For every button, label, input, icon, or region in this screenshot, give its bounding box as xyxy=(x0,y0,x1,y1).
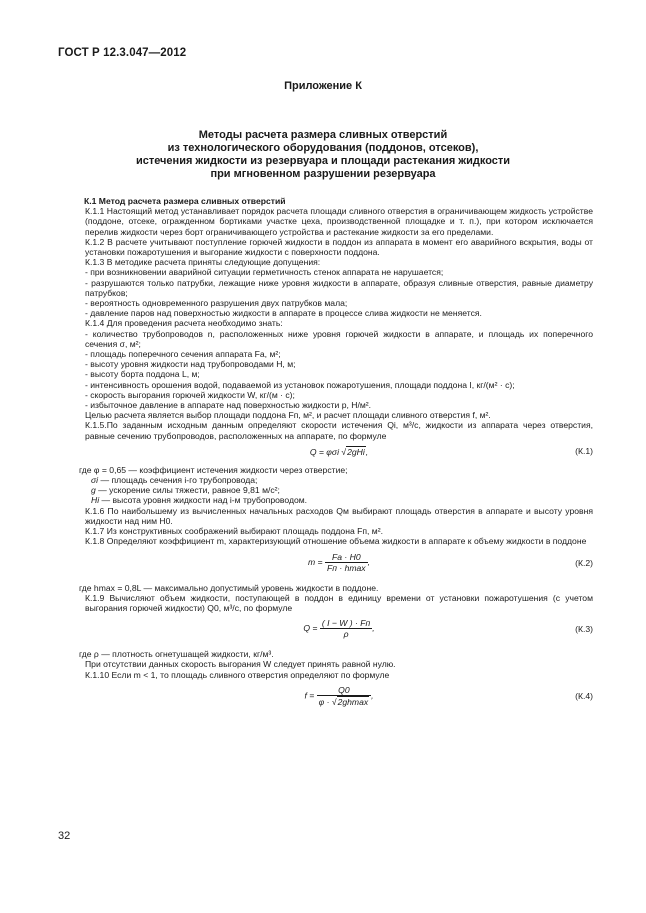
where-line xyxy=(79,465,593,475)
paragraph: При отсутствии данных скорость выгорания W следует принять равной нулю. xyxy=(85,659,396,670)
paragraph: К.1.5.По заданным исходным данным определяют скорости истечения Qi, м³/с, жидкости из аппарата через отверстия, равные сечению трубопроводов, расположенных на аппарате, по формуле xyxy=(85,420,593,441)
where-line: где hmax = 0,8L — максимально допустимый уровень жидкости в поддоне. xyxy=(79,582,379,593)
formula-tail: , xyxy=(365,446,369,457)
formula-body xyxy=(85,685,593,707)
list-item: - разрушаются только патрубки, лежащие ниже уровня жидкости в аппарате, образуя сливные отверстия, равные диаметру патрубков; xyxy=(85,277,593,298)
sqrt-sign: √ xyxy=(341,446,347,457)
paragraph: К.1.7 Из конструктивных соображений выбирают площадь поддона Fп, м². xyxy=(85,526,383,537)
title-line: из технологического оборудования (поддонов, отсеков), xyxy=(167,142,479,154)
where-text: — ускорение силы тяжести, равное 9,81 м/с²; xyxy=(98,485,280,496)
standard-header: ГОСТ Р 12.3.047—2012 xyxy=(58,47,187,59)
where-text: — коэффициент истечения жидкости через отверстие; xyxy=(128,464,348,475)
formula-k3 xyxy=(85,616,593,646)
denominator-prefix: φ · xyxy=(318,696,332,707)
appendix-label: Приложение К xyxy=(284,80,362,92)
formula-root: 2gHi xyxy=(347,446,365,457)
list-item: - высоту уровня жидкости над трубопроводами H, м; xyxy=(85,359,296,370)
list-item: - количество трубопроводов n, расположенных ниже уровня горючей жидкости в аппарате, и площадь их поперечного сечения σ, м²; xyxy=(85,328,593,349)
where-text: — высота уровня жидкости над i-м трубопроводом. xyxy=(101,495,308,506)
list-item: - высоту борта поддона L, м; xyxy=(85,369,200,380)
formula-number: (К.1) xyxy=(575,445,593,456)
list-item: - интенсивность орошения водой, подаваемой из установок пожаротушения, площади поддона I, кг/(м² · с); xyxy=(85,379,515,390)
formula-lhs: Q = xyxy=(303,623,318,634)
list-item: - вероятность одновременного разрушения двух патрубков мала; xyxy=(85,298,348,309)
fraction-denominator: ρ xyxy=(343,629,349,640)
list-item: - избыточное давление в аппарате над поверхностью жидкости p, Н/м². xyxy=(85,400,372,411)
formula-lhs: Q = φσi xyxy=(309,446,339,457)
paragraph: Целью расчета является выбор площади поддона Fп, м², и расчет площади сливного отверстия f, м². xyxy=(85,410,491,421)
fraction-numerator: Q0 xyxy=(317,685,372,696)
formula-number: (К.3) xyxy=(575,624,593,635)
page-number: 32 xyxy=(58,830,71,842)
paragraph: К.1.4 Для проведения расчета необходимо знать: xyxy=(85,318,283,329)
sqrt-sign: √ xyxy=(331,696,337,707)
formula-body xyxy=(85,618,593,639)
formula-lhs: f = xyxy=(304,690,315,701)
where-symbol: σi xyxy=(91,475,99,486)
title-line: при мгновенном разрушении резервуара xyxy=(210,168,436,180)
where-text: — площадь сечения i-го трубопровода; xyxy=(100,475,258,486)
paragraph: К.1.9 Вычисляют объем жидкости, поступающей в поддон в единицу времени от установки пожаротушения (с учетом выгорания горючей жидкости) Q0, м³/с, по формуле xyxy=(85,592,593,613)
appendix-title xyxy=(0,129,646,181)
formula-tail: , xyxy=(367,556,370,567)
formula-body xyxy=(85,446,593,457)
list-item: - давление паров над поверхностью жидкости в аппарате в процессе слива жидкости не меняется. xyxy=(85,308,482,319)
formula-lhs: m = xyxy=(308,556,323,567)
paragraph: К.1.1 Настоящий метод устанавливает порядок расчета площади сливного отверстия в ограничивающем жидкость устройстве (поддоне, отсеке, огражденном бортиками участке цеха, производственной площадке и т. п.), при котором исключается перелив жидкости через борт ограничивающего устройства и растекание жидкости за его пределами. xyxy=(85,206,593,237)
formula-root: 2ghmax xyxy=(337,696,369,707)
fraction xyxy=(317,685,372,707)
where-line xyxy=(85,475,593,485)
fraction-denominator xyxy=(317,696,372,707)
formula-number: (К.4) xyxy=(575,690,593,701)
where-symbol: g xyxy=(91,485,96,496)
where-lead: где φ = 0,65 xyxy=(79,464,127,475)
paragraph: К.1.10 Если m < 1, то площадь сливного отверстия определяют по формуле xyxy=(85,669,390,680)
where-line xyxy=(85,495,593,505)
document-body xyxy=(79,196,593,716)
title-line: истечения жидкости из резервуара и площади растекания жидкости xyxy=(135,155,511,167)
where-line xyxy=(85,485,593,495)
fraction-denominator: Fп · hmax xyxy=(326,562,366,573)
list-item: - при возникновении аварийной ситуации герметичность стенок аппарата не нарушается; xyxy=(85,267,444,278)
fraction-numerator: ( I − W ) · Fп xyxy=(321,618,371,629)
where-symbol: Hi xyxy=(91,495,100,506)
fraction-numerator: Fа · H0 xyxy=(325,552,368,563)
formula-tail: , xyxy=(371,690,374,701)
fraction xyxy=(320,618,375,640)
paragraph: К.1.2 В расчете учитывают поступление горючей жидкости в поддон из аппарата в момент его аварийного вскрытия, воды от установки пожаротушения и выгорание жидкости с поверхности поддона. xyxy=(85,236,593,258)
section-heading: К.1 Метод расчета размера сливных отверстий xyxy=(84,196,286,206)
formula-k1 xyxy=(85,444,593,462)
fraction xyxy=(325,552,368,573)
paragraph: К.1.8 Определяют коэффициент m, характеризующий отношение объема жидкости в аппарате к объему жидкости в поддоне xyxy=(85,536,587,547)
title-line: Методы расчета размера сливных отверстий xyxy=(198,129,448,141)
formula-tail: , xyxy=(372,623,375,634)
paragraph: К.1.6 По наибольшему из вычисленных начальных расходов Qм выбирают площадь отверстия в аппарате и высоту уровня жидкости над ним H0. xyxy=(85,505,593,526)
paragraph: К.1.3 В методике расчета приняты следующие допущения: xyxy=(85,257,321,268)
where-line: где ρ — плотность огнетушащей жидкости, кг/м³. xyxy=(79,649,274,660)
list-item: - площадь поперечного сечения аппарата Fа, м²; xyxy=(85,349,281,360)
formula-body xyxy=(85,552,593,573)
formula-number: (К.2) xyxy=(575,557,593,568)
formula-k4 xyxy=(85,683,593,713)
formula-k2 xyxy=(85,550,593,580)
list-item: - скорость выгорания горючей жидкости W, кг/(м · с); xyxy=(85,389,295,400)
